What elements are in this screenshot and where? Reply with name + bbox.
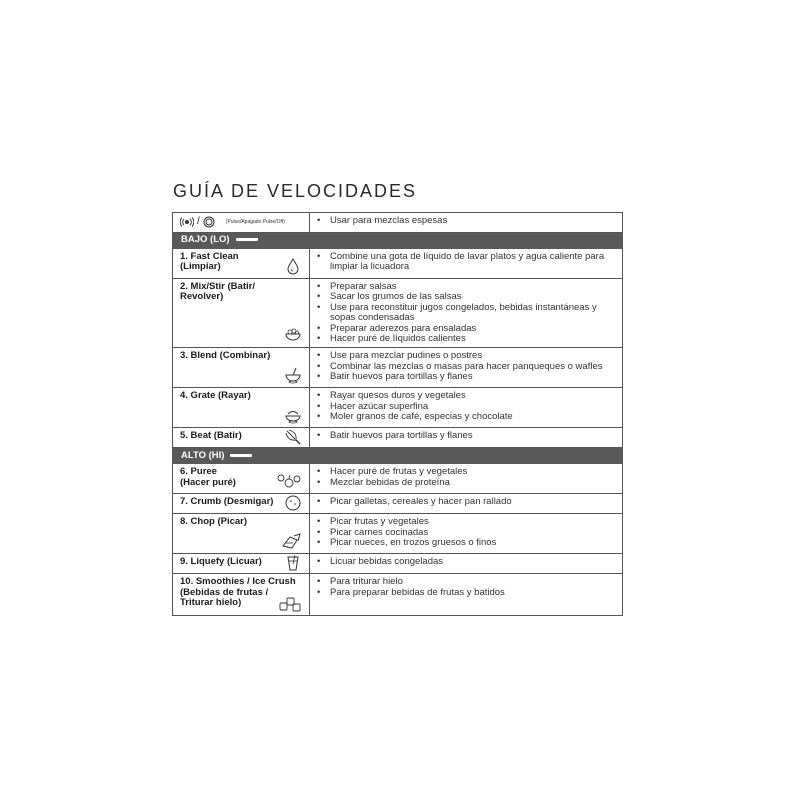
pulse-uses-cell xyxy=(310,213,623,233)
speed-name-cell xyxy=(173,279,310,348)
use-item: • Picar carnes cocinadas xyxy=(317,528,616,538)
speed-row xyxy=(173,494,623,514)
grater-icon xyxy=(284,406,302,424)
speed-name: 10. Smoothies / Ice Crush (Bebidas de frutas / Triturar hielo) xyxy=(180,576,296,609)
speed-name: 5. Beat (Batir) xyxy=(180,430,242,442)
salad-bowl-icon xyxy=(284,325,302,343)
use-item: • Use para reconstituir jugos congelados, bebidas instantáneas y sopas condensadas xyxy=(317,303,616,324)
use-item: • Para preparar bebidas de frutas y batidos xyxy=(317,588,616,598)
section-header xyxy=(173,233,623,249)
speed-row xyxy=(173,249,623,279)
use-item: • Batir huevos para tortillas y flanes xyxy=(317,431,616,441)
drop-icon xyxy=(284,257,302,275)
use-item: • Moler granos de café, especias y chocolate xyxy=(317,412,616,422)
page-title: GUÍA DE VELOCIDADES xyxy=(173,181,418,201)
speed-uses-cell xyxy=(310,279,623,348)
pulse-row xyxy=(173,213,623,233)
ice-cubes-icon xyxy=(278,595,302,613)
uses-list xyxy=(310,279,622,347)
speed-name-cell xyxy=(173,464,310,494)
section-label: BAJO (LO) xyxy=(181,234,230,246)
speed-name: 2. Mix/Stir (Batir/ Revolver) xyxy=(180,281,255,303)
speed-row xyxy=(173,388,623,428)
section-high xyxy=(173,448,623,464)
use-item: • Use para mezclar pudines o postres xyxy=(317,351,616,361)
speed-name-cell xyxy=(173,388,310,428)
speed-row xyxy=(173,348,623,388)
section-label: ALTO (HI) xyxy=(181,449,225,461)
uses-list xyxy=(310,574,622,601)
speed-name-cell xyxy=(173,348,310,388)
speed-row xyxy=(173,279,623,348)
use-item: • Picar frutas y vegetales xyxy=(317,517,616,527)
speed-uses-cell xyxy=(310,348,623,388)
use-item: • Combine una gota de líquido de lavar platos y agua caliente para limpiar la licuadora xyxy=(317,252,616,273)
speed-row xyxy=(173,554,623,574)
use-item: • Sacar los grumos de las salsas xyxy=(317,292,616,302)
chopped-food-icon xyxy=(280,532,302,550)
uses-list xyxy=(310,348,622,385)
use-item: • Hacer puré de frutas y vegetales xyxy=(317,467,616,477)
use-item: • Licuar bebidas congeladas xyxy=(317,557,616,567)
cookie-icon xyxy=(284,494,302,512)
speed-name: 4. Grate (Rayar) xyxy=(180,390,251,402)
use-item: • Picar galletas, cereales y hacer pan rallado xyxy=(317,497,616,507)
use-item: • Para triturar hielo xyxy=(317,577,616,587)
use-item: • Hacer azúcar superfina xyxy=(317,402,616,412)
use-item: • Combinar las mezclas o masas para hacer panqueques o wafles xyxy=(317,362,616,372)
speed-uses-cell xyxy=(310,249,623,279)
section-low xyxy=(173,233,623,249)
speed-name-cell xyxy=(173,554,310,574)
use-item: • Rayar quesos duros y vegetales xyxy=(317,391,616,401)
speed-uses-cell xyxy=(310,464,623,494)
off-icon xyxy=(203,216,215,228)
speed-uses-cell xyxy=(310,574,623,616)
use-item: • Hacer puré de líquidos calientes xyxy=(317,334,616,344)
use-item: • Batir huevos para tortillas y flanes xyxy=(317,372,616,382)
uses-list xyxy=(310,213,622,229)
speed-uses-cell xyxy=(310,494,623,514)
uses-list xyxy=(310,249,622,276)
speed-name-cell xyxy=(173,574,310,616)
high-bar-icon xyxy=(230,454,252,457)
speed-name: 8. Chop (Picar) xyxy=(180,516,248,528)
whisk-icon xyxy=(284,428,302,446)
speed-name-cell xyxy=(173,494,310,514)
uses-list xyxy=(310,494,622,510)
pulse-separator: / xyxy=(197,215,200,227)
section-header xyxy=(173,448,623,464)
speed-uses-cell xyxy=(310,554,623,574)
pulse-icon xyxy=(180,216,194,228)
use-item: • Preparar aderezos para ensaladas xyxy=(317,324,616,334)
speed-name-cell xyxy=(173,514,310,554)
use-item: • Usar para mezclas espesas xyxy=(317,216,616,226)
glass-icon xyxy=(284,554,302,572)
speed-name: 9. Liquefy (Licuar) xyxy=(180,556,262,568)
pulse-note: (Pulso/Apagado Pulse/Off) xyxy=(225,218,285,225)
low-bar-icon xyxy=(236,238,258,241)
speed-name: 1. Fast Clean (Limpiar) xyxy=(180,251,239,273)
speed-guide-table xyxy=(172,212,623,616)
speed-name: 6. Puree (Hacer puré) xyxy=(180,466,236,488)
speed-name: 7. Crumb (Desmigar) xyxy=(180,496,274,508)
speed-name-cell xyxy=(173,428,310,448)
speed-row xyxy=(173,514,623,554)
speed-name-cell xyxy=(173,249,310,279)
uses-list xyxy=(310,514,622,551)
speed-uses-cell xyxy=(310,388,623,428)
vegetables-icon xyxy=(276,472,302,490)
pulse-cell xyxy=(173,213,310,233)
use-item: • Mezclar bebidas de proteína xyxy=(317,478,616,488)
speed-uses-cell xyxy=(310,428,623,448)
bowl-icon xyxy=(284,366,302,384)
uses-list xyxy=(310,464,622,491)
uses-list xyxy=(310,428,622,444)
speed-uses-cell xyxy=(310,514,623,554)
speed-row xyxy=(173,428,623,448)
uses-list xyxy=(310,554,622,570)
uses-list xyxy=(310,388,622,425)
speed-name: 3. Blend (Combinar) xyxy=(180,350,271,362)
use-item: • Preparar salsas xyxy=(317,282,616,292)
speed-row xyxy=(173,464,623,494)
use-item: • Picar nueces, en trozos gruesos o finos xyxy=(317,538,616,548)
speed-row xyxy=(173,574,623,616)
